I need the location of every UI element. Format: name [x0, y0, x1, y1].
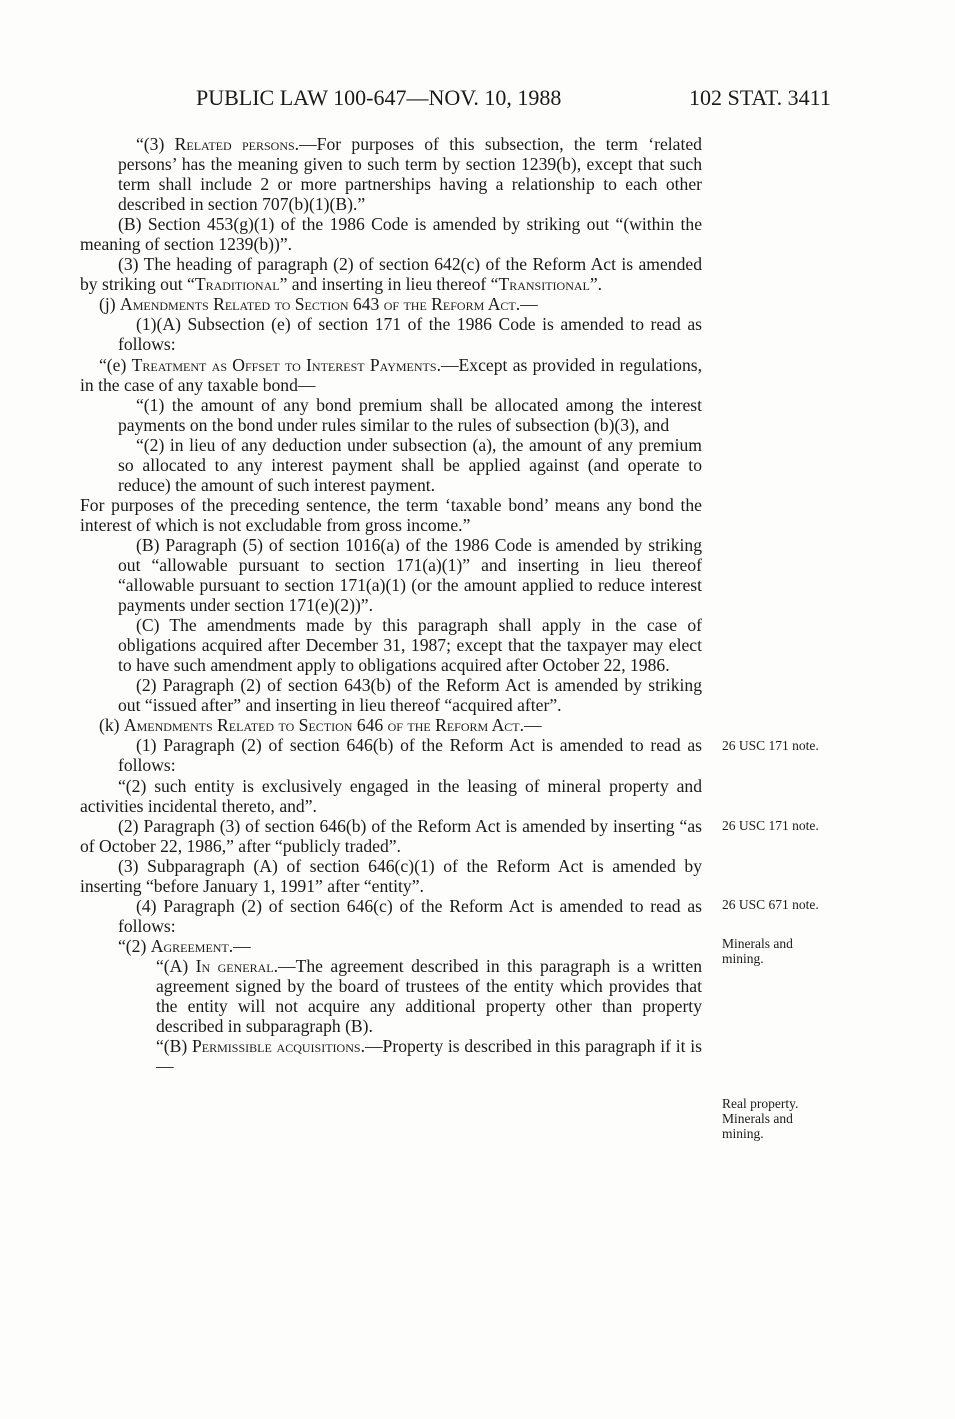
- paragraph-1c-effective: (C) The amendments made by this paragraph shall apply in the case of obligations acquired after December 31, 1987; except that the taxpayer may elect to have such amendment apply to obligations acquired after October 22, 1986.: [118, 615, 702, 676]
- paragraph-k3: (3) Subparagraph (A) of section 646(c)(1) of the Reform Act is amended by inserting “before January 1, 1991” after “entity”.: [80, 855, 702, 896]
- page-header-title: PUBLIC LAW 100-647—NOV. 10, 1988: [196, 85, 562, 110]
- paragraph-k1-quoted: “(2) such entity is exclusively engaged in the leasing of mineral property and activities incidental thereto, and”.: [80, 775, 702, 816]
- page-header-stat: 102 STAT. 3411: [689, 85, 831, 110]
- paragraph-agreement-a: “(A) In general.—The agreement described in this paragraph is a written agreement signed by the board of trustees of the entity which provides that the entity will not acquire any additional property other than property described in subparagraph (B).: [156, 955, 702, 1037]
- paragraph-1a-171: (1)(A) Subsection (e) of section 171 of the 1986 Code is amended to read as follows:: [118, 314, 702, 355]
- paragraph-e2: “(2) in lieu of any deduction under subsection (a), the amount of any premium so allocated to any interest payment shall be applied against (and operate to reduce) the amount of such interest payment.: [118, 434, 702, 495]
- paragraph-e1: “(1) the amount of any bond premium shall be allocated among the interest payments on the bond under rules similar to the rules of subsection (b)(3), and: [118, 394, 702, 435]
- paragraph-k4: (4) Paragraph (2) of section 646(c) of the Reform Act is amended to read as follows:: [118, 895, 702, 936]
- margin-note-usc-671: 26 USC 671 note.: [722, 897, 819, 912]
- margin-note-usc-171: 26 USC 171 note.: [722, 738, 819, 753]
- paragraph-k2: (2) Paragraph (3) of section 646(b) of the Reform Act is amended by inserting “as of October 22, 1986,” after “publicly traded”.: [80, 815, 702, 856]
- paragraph-section-453: (B) Section 453(g)(1) of the 1986 Code is amended by striking out “(within the meaning of section 1239(b))”.: [80, 214, 702, 255]
- body-text: [80, 134, 702, 1076]
- margin-note-minerals: Minerals and mining.: [722, 936, 793, 966]
- paragraph-agreement-b: “(B) Permissible acquisitions.—Property is described in this paragraph if it is—: [156, 1036, 702, 1077]
- subsection-j-heading: (j) Amendments Related to Section 643 of the Reform Act.—: [99, 294, 538, 315]
- page-header: [0, 86, 955, 110]
- paragraph-heading-642: (3) The heading of paragraph (2) of section 642(c) of the Reform Act is amended by striking out “Traditional” and inserting in lieu thereof “Transitional”.: [80, 254, 702, 295]
- paragraph-k1: (1) Paragraph (2) of section 646(b) of the Reform Act is amended to read as follows:: [118, 735, 702, 776]
- paragraph-taxable-bond: For purposes of the preceding sentence, the term ‘taxable bond’ means any bond the interest of which is not excludable from gross income.”: [80, 494, 702, 535]
- margin-note-real-property: Real property. Minerals and mining.: [722, 1096, 799, 1141]
- paragraph-related-persons: “(3) Related persons.—For purposes of this subsection, the term ‘related persons’ has the meaning given to such term by section 1239(b), except that such term shall include 2 or more partnerships having a relationship to each other described in section 707(b)(1)(B).”: [118, 134, 702, 215]
- paragraph-e-offset: “(e) Treatment as Offset to Interest Payments.—Except as provided in regulations, in the case of any taxable bond—: [80, 354, 703, 395]
- margin-note-usc-171-b: 26 USC 171 note.: [722, 818, 819, 833]
- paragraph-agreement-heading: “(2) Agreement.—: [118, 935, 251, 956]
- paragraph-1b-1016: (B) Paragraph (5) of section 1016(a) of the 1986 Code is amended by striking out “allowable pursuant to section 171(a)(1)” and inserting in lieu thereof “allowable pursuant to section 171(a)(1) (or the amount applied to reduce interest payments under section 171(e)(2))”.: [118, 534, 702, 616]
- paragraph-2-643b: (2) Paragraph (2) of section 643(b) of the Reform Act is amended by striking out “issued after” and inserting in lieu thereof “acquired after”.: [118, 675, 702, 716]
- subsection-k-heading: (k) Amendments Related to Section 646 of the Reform Act.—: [99, 715, 542, 736]
